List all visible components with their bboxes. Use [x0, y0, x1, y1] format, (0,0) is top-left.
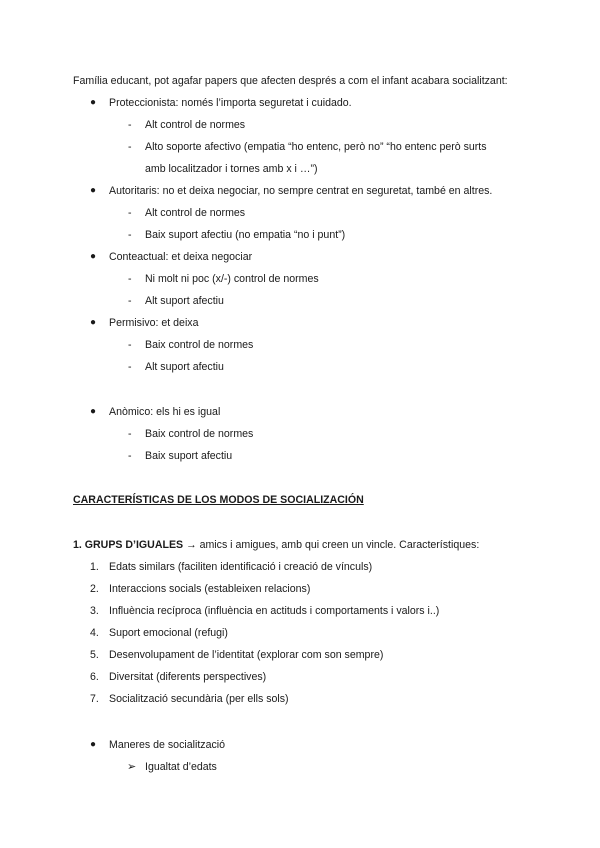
style-item: Alt suport afectiu: [145, 295, 224, 307]
style-label-autoritaris: Autoritaris: no et deixa negociar, no sempre centrat en seguretat, també en altres.: [109, 185, 493, 197]
list-number: 5.: [90, 649, 99, 661]
style-label-proteccionista: Proteccionista: només l’importa seguretat i cuidado.: [109, 97, 352, 109]
feature-item: Edats similars (faciliten identificació i creació de vínculs): [109, 561, 373, 573]
intro-text: Família educant, pot agafar papers que afecten després a com el infant acabara socialitzant:: [73, 75, 508, 87]
style-label-permisivo: Permisivo: et deixa: [109, 317, 199, 329]
maneres-item: Igualtat d’edats: [145, 761, 217, 773]
dash-icon: -: [128, 361, 132, 373]
feature-item: Suport emocional (refugi): [109, 627, 228, 639]
style-item-continuation: amb localitzador i tornes amb x i …”): [145, 163, 318, 175]
dash-icon: -: [128, 428, 132, 440]
style-label-anomico: Anòmico: els hi es igual: [109, 406, 221, 418]
dash-icon: -: [128, 207, 132, 219]
grups-heading-text: amics i amigues, amb qui creen un vincle. Característiques:: [199, 539, 480, 551]
grups-heading: [73, 539, 479, 551]
dash-icon: -: [128, 141, 132, 153]
list-number: 2.: [90, 583, 99, 595]
list-number: 7.: [90, 693, 99, 705]
grups-heading-title: 1. GRUPS D’IGUALES: [73, 539, 184, 551]
style-item: Alt control de normes: [145, 207, 246, 219]
style-item: Baix suport afectiu: [145, 450, 233, 462]
bullet-icon: ●: [90, 97, 97, 108]
bullet-icon: ●: [90, 739, 97, 750]
style-item: Baix control de normes: [145, 428, 254, 440]
style-label-conteactual: Conteactual: et deixa negociar: [109, 251, 253, 263]
dash-icon: -: [128, 119, 132, 131]
bullet-icon: ●: [90, 406, 97, 417]
section-title: CARACTERÍSTICAS DE LOS MODOS DE SOCIALIZACIÓN: [73, 494, 364, 506]
arrow-bullet-icon: ➢: [127, 761, 137, 773]
dash-icon: -: [128, 295, 132, 307]
style-item: Alt suport afectiu: [145, 361, 224, 373]
style-item: Baix suport afectiu (no empatia “no i punt”): [145, 229, 346, 241]
dash-icon: -: [128, 450, 132, 462]
list-number: 1.: [90, 561, 99, 573]
right-arrow-icon: →: [186, 539, 197, 551]
list-number: 4.: [90, 627, 99, 639]
feature-item: Interaccions socials (estableixen relacions): [109, 583, 311, 595]
style-item: Baix control de normes: [145, 339, 254, 351]
bullet-icon: ●: [90, 185, 97, 196]
feature-item: Diversitat (diferents perspectives): [109, 671, 267, 683]
dash-icon: -: [128, 229, 132, 241]
style-item: Alto soporte afectivo (empatia “ho entenc, però no” “ho entenc però surts: [145, 141, 487, 153]
list-number: 6.: [90, 671, 99, 683]
dash-icon: -: [128, 273, 132, 285]
style-item: Ni molt ni poc (x/-) control de normes: [145, 273, 319, 285]
maneres-label: Maneres de socialització: [109, 739, 225, 751]
list-number: 3.: [90, 605, 99, 617]
bullet-icon: ●: [90, 251, 97, 262]
feature-item: Influència recíproca (influència en actituds i comportaments i valors i..): [109, 605, 440, 617]
feature-item: Socialització secundària (per ells sols): [109, 693, 289, 705]
bullet-icon: ●: [90, 317, 97, 328]
style-item: Alt control de normes: [145, 119, 246, 131]
dash-icon: -: [128, 339, 132, 351]
feature-item: Desenvolupament de l’identitat (explorar com son sempre): [109, 649, 384, 661]
